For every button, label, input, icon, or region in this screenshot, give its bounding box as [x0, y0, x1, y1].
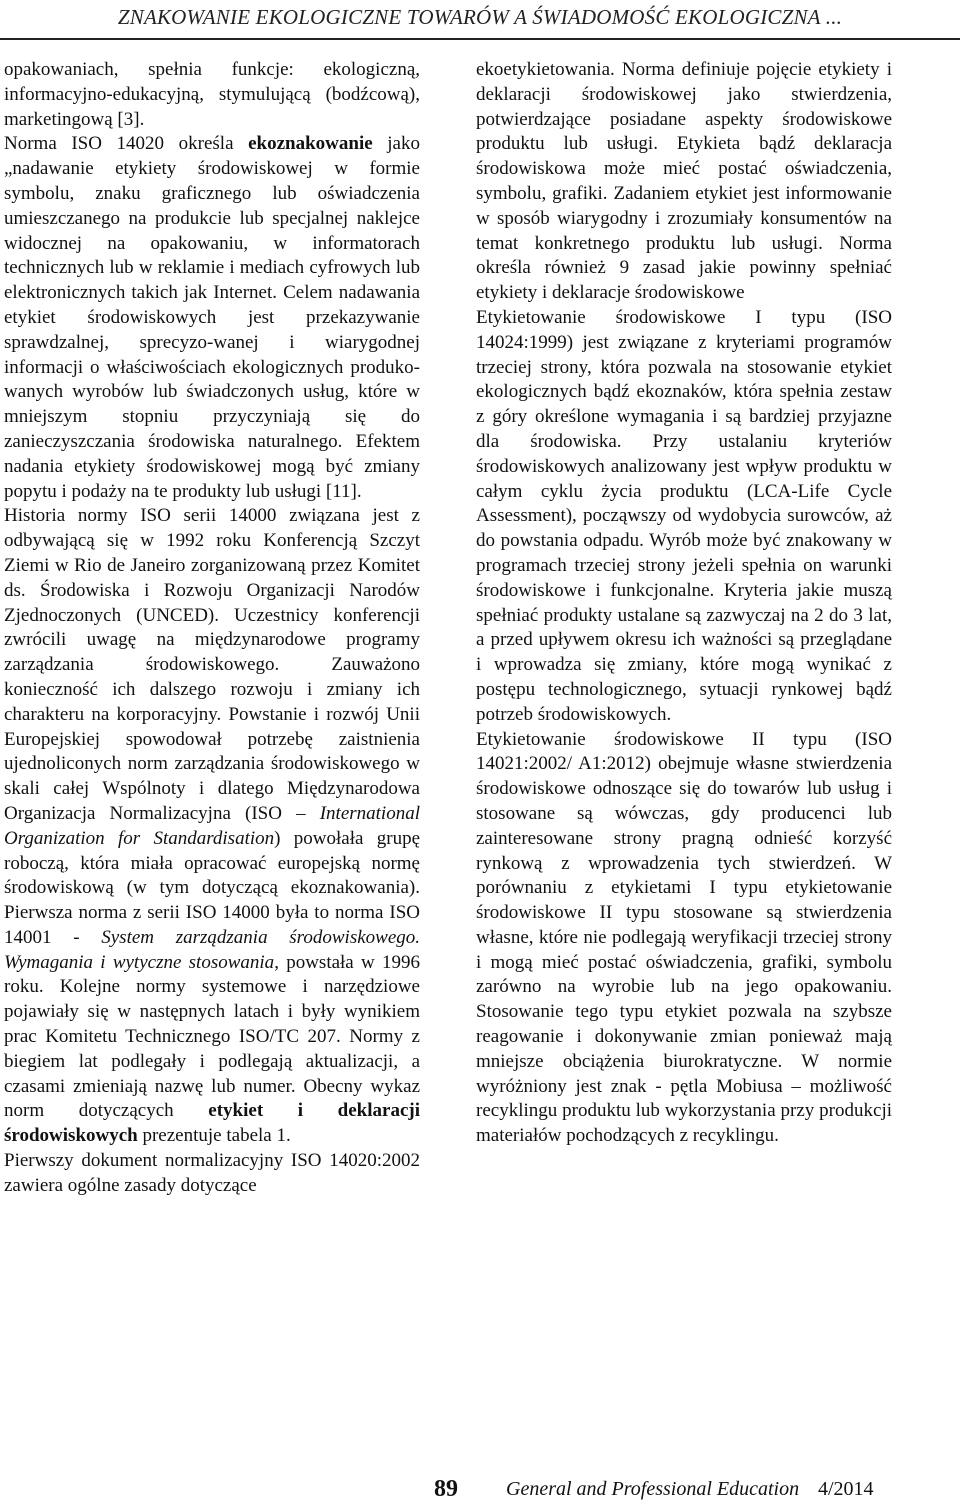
paragraph — [4, 132, 420, 504]
header-title: ZNAKOWANIE EKOLOGICZNE TOWARÓW A ŚWIADOMOŚĆ EKOLOGICZNA ... — [117, 5, 843, 29]
term-etykiety-deklaracje: etykiet i deklaracji środowiskowych — [4, 1100, 420, 1147]
text-run: Historia normy ISO serii 14000 związana jest z odbywającą się w 1992 roku Konferencją Szczyt Ziemi w Rio de Janeiro zorganizowaną przez Komitet ds. Środowiska i Rozwoju Organizacji Narodów Zjednoczonych (UNCED). Uczestnicy konferencji zwrócili uwagę na międzynarodowe programy zarządzania środowiskowego. Zauważono konieczność ich dalszego rozwoju i zmiany ich charakteru na korporacyjny. Powstanie i rozwój Unii Europejskiej spowodował potrzebę zaistnienia ujednoliconych norm zarządzania środowiskowego w skali całej Wspólnoty i dlatego Międzynarodowa Organizacja Normalizacyjna (ISO – — [4, 505, 420, 824]
running-header — [0, 0, 960, 40]
right-column — [476, 58, 892, 1149]
paragraph: Etykietowanie środowiskowe II typu (ISO 14021:2002/ A1:2012) obejmuje własne stwierdzenia środowiskowe odnoszące się do towarów lub usług i stosowane są wówczas, gdy producenci lub zainteresowane strony pragną odnieść korzyść rynkową z wprowadzenia tych stwierdzeń. W porównaniu z etykietami I typu etykietowanie środowiskowe II typu stosowane są stwierdzenia własne, które nie podlegają weryfikacji trzeciej strony i mogą mieć postać oświadczenia, grafiki, symbolu zarówno na wyrobie lub na jego opakowaniu. Stosowanie tego typu etykiet pozwala na szybsze reagowanie i dokonywanie zmian ponieważ mają mniejsze obciążenia biurokratyczne. W normie wyróżniony jest znak - pętla Mobiusa – możliwość recyklingu produktu lub wykorzystania przy produkcji materiałów pochodzących z recyklingu. — [476, 728, 892, 1147]
left-column — [4, 58, 420, 1199]
text-run: jako „nadawanie etykiety środowiskowej w formie symbolu, znaku graficznego lub oświadczenia umieszczanego na produkcie lub specjalnej naklejce widocznej na opakowaniu, w informatorach technicznych lub w reklamie i mediach cyfrowych lub elektronicznych takich jak Internet. Celem nadawania etykiet środowiskowych jest przekazywanie sprawdzalnej, sprecyzo-wanej i wiarygodnej informacji o właściwościach ekologicznych produko-wanych wyrobów lub świadczonych usług, które w mniejszym stopniu przyczyniają się do zanieczyszczania środowiska naturalnego. Efektem nadania etykiety środowiskowej mogą być zmiany popytu i podaży na te produkty lub usługi [11]. — [4, 133, 420, 502]
text-run: ) powołała grupę roboczą, która miała opracować europejską normę środowiskową (w tym dotyczącą ekoznakowania). Pierwsza norma z serii ISO 14000 była to norma ISO 14001 - — [4, 827, 420, 948]
paragraph: Etykietowanie środowiskowe I typu (ISO 14024:1999) jest związane z kryteriami programów trzeciej strony, która pozwala na stosowanie etykiet ekologicznych bądź ekoznaków, która spełnia zestaw z góry określone wymagania i są bardziej przyjazne dla środowiska. Przy ustalaniu kryteriów środowiskowych analizowany jest wpływ produktu w całym cyklu życia produktu (LCA-Life Cycle Assessment), począwszy od wydobycia surowców, aż do powstania odpadu. Wyrób może być znakowany w programach trzeciej strony jeżeli spełnia on warunki środowiskowe i funkcjonalne. Kryteria jakie muszą spełniać produkty ustalane są zazwyczaj na 2 do 3 lat, a przed upływem okresu ich ważności są przeglądane i wprowadza się zmiany, które mogą wynikać z postępu technologicznego, sytuacji rynkowej bądź potrzeb środowiskowych. — [476, 306, 892, 725]
header-rule — [0, 38, 960, 40]
text-run: Norma ISO 14020 określa — [4, 133, 249, 155]
iso-14001-title: System zarządzania środowiskowego. Wymagania i wytyczne stosowania — [4, 926, 420, 973]
text-run: , powstała w 1996 roku. Kolejne normy systemowe i narzędziowe pojawiały się w następnych latach i były wynikiem prac Komitetu Technicznego ISO/TC 207. Normy z biegiem lat podlegały i podlegają aktualizacji, a czasami zmieniają nazwę lub numer. Obecny wykaz norm dotyczących — [4, 951, 420, 1122]
paragraph: Pierwszy dokument normalizacyjny ISO 14020:2002 zawiera ogólne zasady dotyczące — [4, 1150, 420, 1196]
page-number: 89 — [434, 1476, 458, 1502]
term-ekoznakowanie: ekoznakowanie — [248, 133, 373, 155]
journal-name: General and Professional Education — [506, 1478, 800, 1500]
paragraph — [4, 504, 420, 1149]
paragraph: opakowaniach, spełnia funkcje: ekologiczną, informacyjno-edukacyjną, stymulującą (bodźcową), marketingową [3]. — [4, 59, 420, 130]
page-footer — [0, 1476, 960, 1506]
journal-issue: 4/2014 — [818, 1478, 874, 1500]
paragraph: ekoetykietowania. Norma definiuje pojęcie etykiety i deklaracji środowiskowej jako stwierdzenia, potwierdzające posiadane aspekty środowiskowe produktu lub usługi. Etykieta bądź deklaracja środowiskowa może mieć postać oświadczenia, symbolu, grafiki. Zadaniem etykiet jest informowanie w sposób wiarygodny i zrozumiały konsumentów na temat konkretnego produktu lub usługi. Norma określa również 9 zasad jakie powinny spełniać etykiety i deklaracje środowiskowe — [476, 59, 892, 304]
iso-full-name: International Organization for Standardisation — [4, 802, 420, 849]
text-run: prezentuje tabela 1. — [137, 1125, 291, 1147]
